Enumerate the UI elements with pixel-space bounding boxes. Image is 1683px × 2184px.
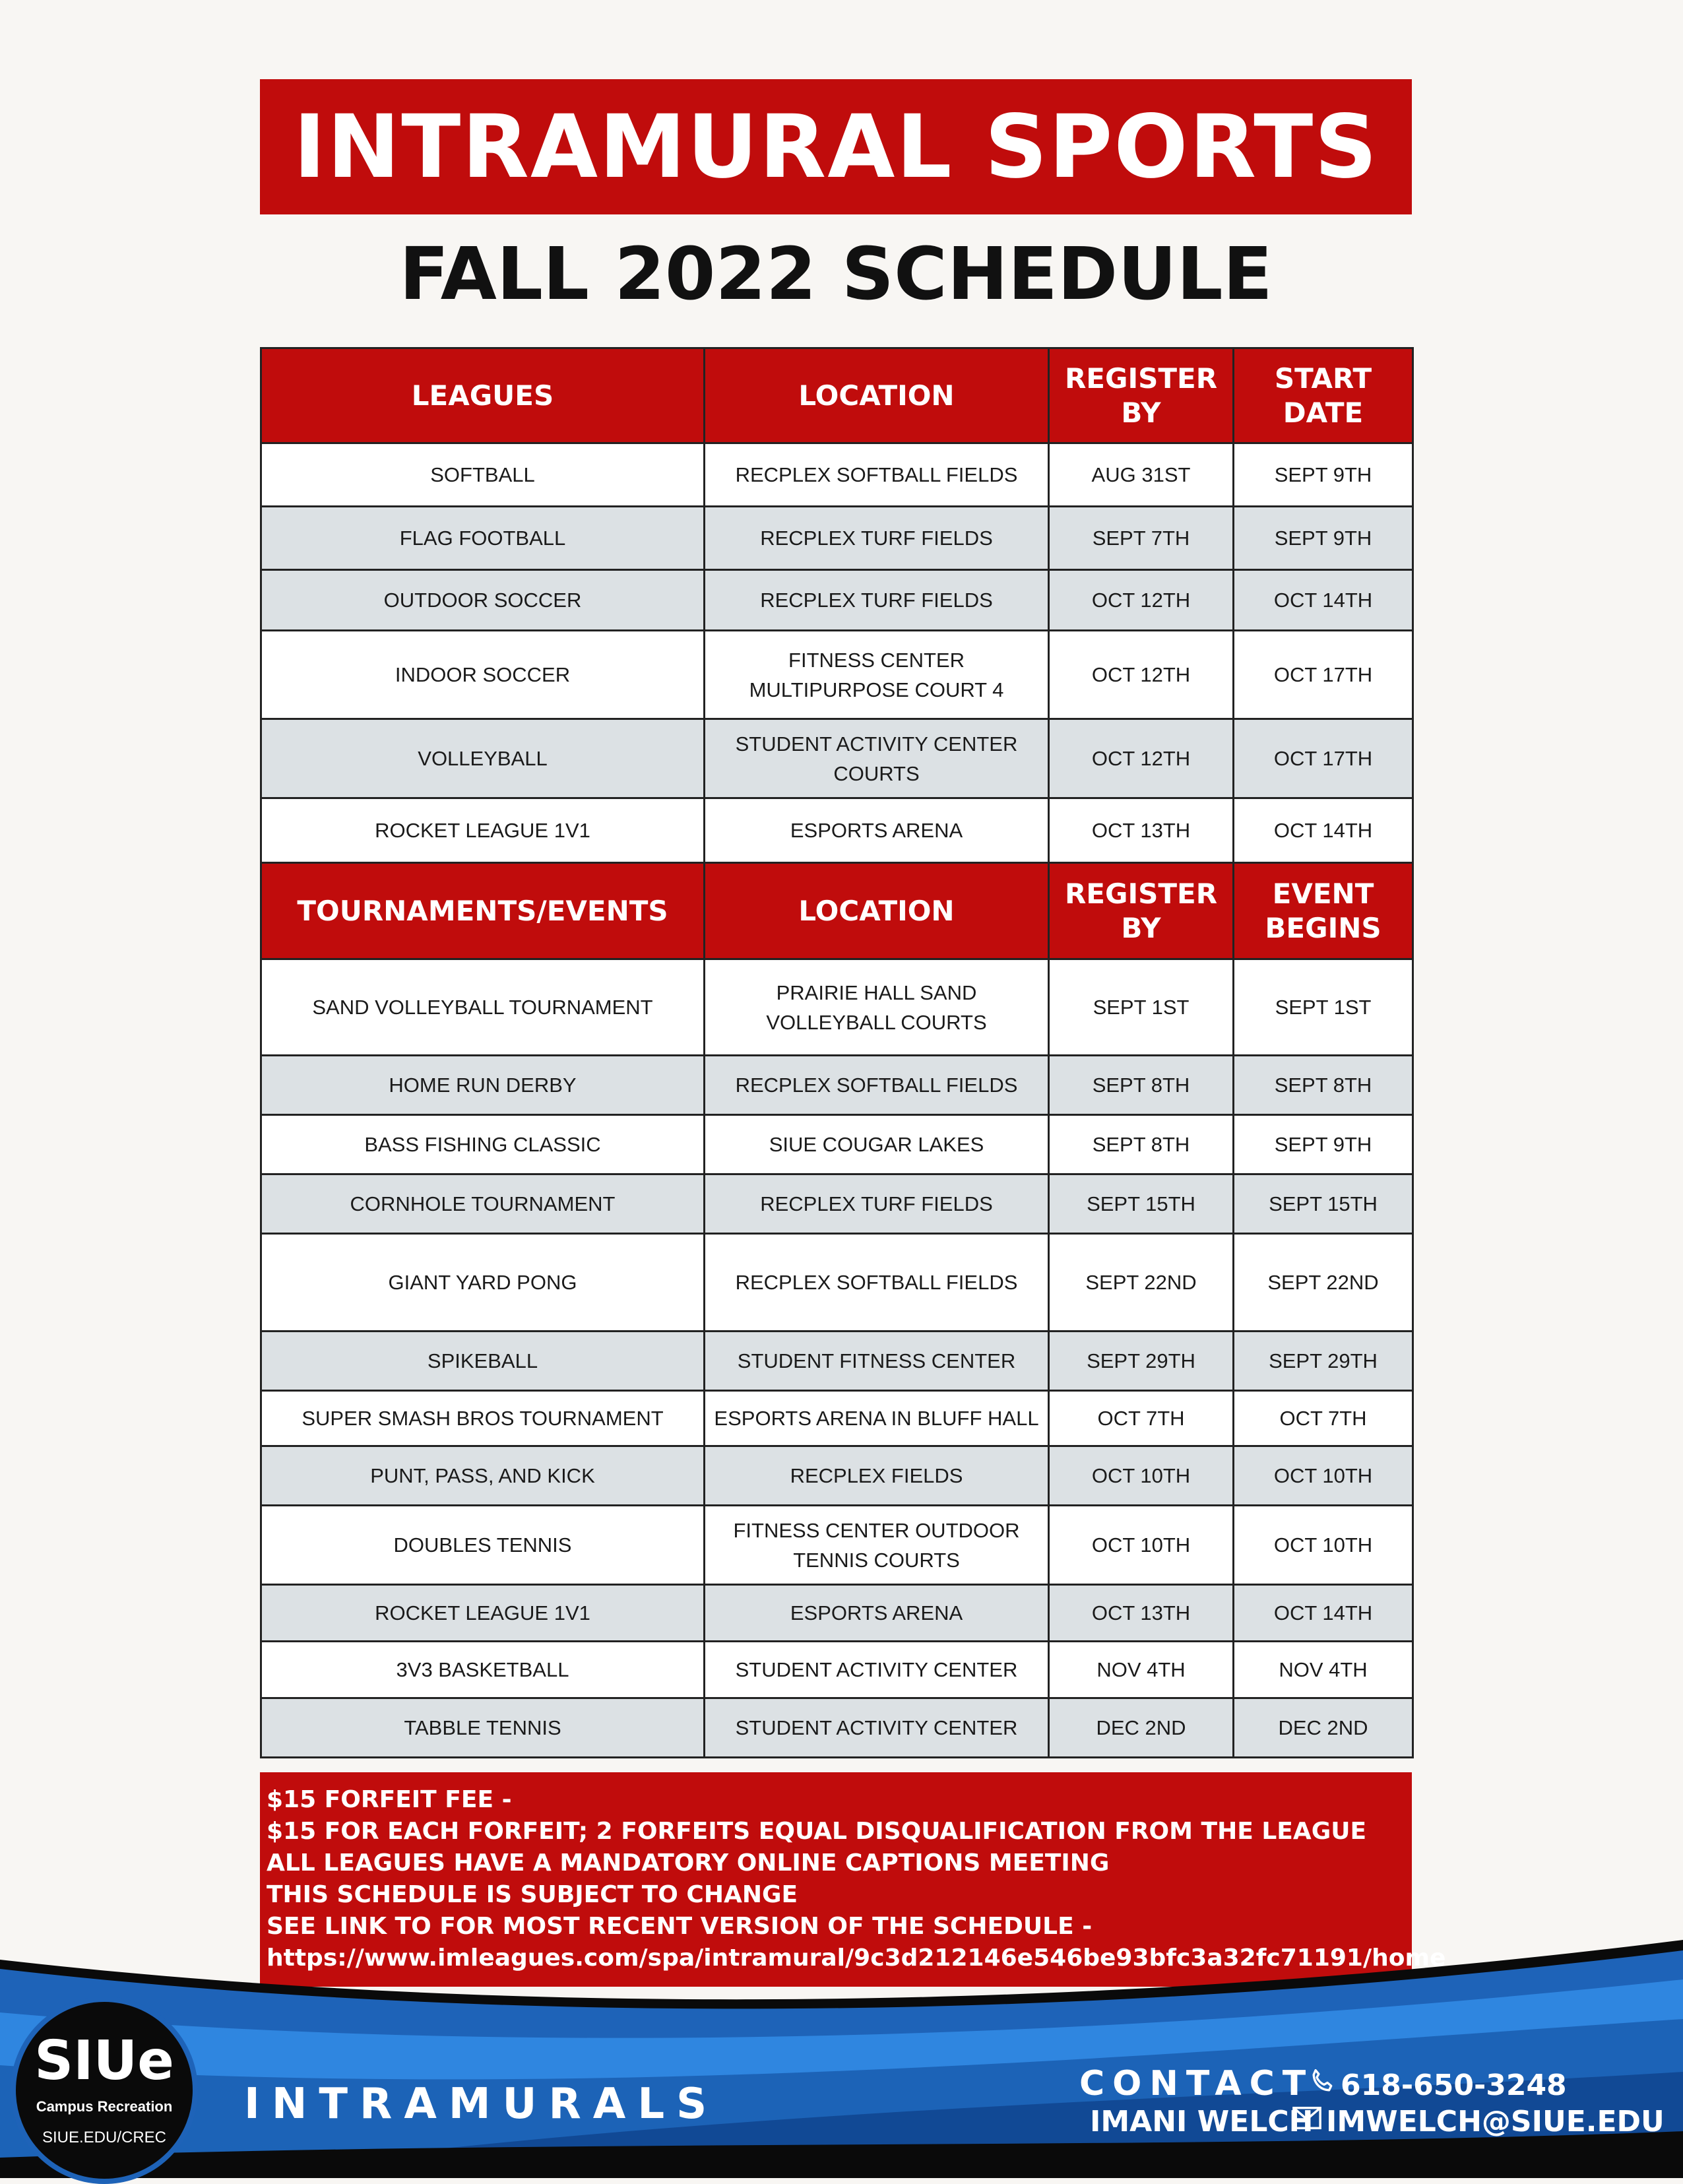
event-name: PUNT, PASS, AND KICK	[261, 1446, 705, 1506]
table-row	[261, 1585, 1413, 1642]
event-begins: OCT 10TH	[1234, 1446, 1413, 1506]
table-row	[261, 1332, 1413, 1391]
table-row	[261, 1056, 1413, 1115]
event-begins: OCT 7TH	[1234, 1391, 1413, 1446]
league-location: RECPLEX TURF FIELDS	[705, 507, 1049, 570]
note-captains-meeting: ALL LEAGUES HAVE A MANDATORY ONLINE CAPTIONS MEETING	[267, 1849, 1110, 1877]
event-begins: SEPT 1ST	[1234, 959, 1413, 1056]
events-header-row	[261, 863, 1413, 959]
note-forfeit-policy: $15 FOR EACH FORFEIT; 2 FORFEITS EQUAL DISQUALIFICATION FROM THE LEAGUE	[267, 1818, 1367, 1845]
event-begins: SEPT 9TH	[1234, 1115, 1413, 1174]
league-location: RECPLEX SOFTBALL FIELDS	[705, 443, 1049, 507]
league-start-date: OCT 14TH	[1234, 570, 1413, 631]
league-start-date: OCT 17TH	[1234, 631, 1413, 719]
email-address: IMWELCH@SIUE.EDU	[1326, 2105, 1665, 2138]
leagues-header-row	[261, 348, 1413, 443]
contact-email[interactable]	[1292, 2105, 1665, 2138]
league-start-date: SEPT 9TH	[1234, 443, 1413, 507]
event-name: SPIKEBALL	[261, 1332, 705, 1391]
event-register-by: SEPT 15TH	[1049, 1174, 1234, 1234]
event-name: SUPER SMASH BROS TOURNAMENT	[261, 1391, 705, 1446]
table-row	[261, 798, 1413, 863]
league-register-by: OCT 13TH	[1049, 798, 1234, 863]
table-row	[261, 1698, 1413, 1758]
footer-wave-graphic	[0, 1940, 1683, 2178]
page-subtitle: FALL 2022 SCHEDULE	[399, 232, 1273, 316]
event-name: GIANT YARD PONG	[261, 1234, 705, 1332]
league-location: FITNESS CENTER MULTIPURPOSE COURT 4	[705, 631, 1049, 719]
table-row	[261, 1642, 1413, 1698]
mail-icon	[1292, 2105, 1322, 2138]
col-header-start-date: START DATE	[1234, 348, 1413, 443]
league-location: ESPORTS ARENA	[705, 798, 1049, 863]
event-location: PRAIRIE HALL SAND VOLLEYBALL COURTS	[705, 959, 1049, 1056]
league-name: FLAG FOOTBALL	[261, 507, 705, 570]
event-name: ROCKET LEAGUE 1V1	[261, 1585, 705, 1642]
event-begins: DEC 2ND	[1234, 1698, 1413, 1758]
event-begins: SEPT 15TH	[1234, 1174, 1413, 1234]
event-register-by: OCT 10TH	[1049, 1446, 1234, 1506]
event-begins: SEPT 29TH	[1234, 1332, 1413, 1391]
col-header-location: LOCATION	[705, 348, 1049, 443]
league-register-by: OCT 12TH	[1049, 570, 1234, 631]
league-start-date: SEPT 9TH	[1234, 507, 1413, 570]
event-location: ESPORTS ARENA IN BLUFF HALL	[705, 1391, 1049, 1446]
event-register-by: SEPT 1ST	[1049, 959, 1234, 1056]
table-row	[261, 1506, 1413, 1585]
event-location: RECPLEX TURF FIELDS	[705, 1174, 1049, 1234]
league-name: INDOOR SOCCER	[261, 631, 705, 719]
col-header-event-begins: EVENT BEGINS	[1234, 863, 1413, 959]
event-begins: NOV 4TH	[1234, 1642, 1413, 1698]
table-row	[261, 959, 1413, 1056]
event-register-by: SEPT 8TH	[1049, 1056, 1234, 1115]
event-register-by: DEC 2ND	[1049, 1698, 1234, 1758]
logo-url: SIUE.EDU/CREC	[42, 2129, 167, 2146]
event-register-by: NOV 4TH	[1049, 1642, 1234, 1698]
table-row	[261, 631, 1413, 719]
event-location: RECPLEX SOFTBALL FIELDS	[705, 1234, 1049, 1332]
event-begins: OCT 10TH	[1234, 1506, 1413, 1585]
event-name: BASS FISHING CLASSIC	[261, 1115, 705, 1174]
table-row	[261, 1234, 1413, 1332]
league-register-by: OCT 12TH	[1049, 719, 1234, 798]
col-header-leagues: LEAGUES	[261, 348, 705, 443]
event-begins: OCT 14TH	[1234, 1585, 1413, 1642]
league-name: VOLLEYBALL	[261, 719, 705, 798]
event-begins: SEPT 22ND	[1234, 1234, 1413, 1332]
schedule-link[interactable]: https://www.imleagues.com/spa/intramural/9c3d212146e546be93bfc3a32fc71191/home	[267, 1944, 1446, 1972]
event-location: STUDENT ACTIVITY CENTER	[705, 1698, 1049, 1758]
event-location: ESPORTS ARENA	[705, 1585, 1049, 1642]
league-start-date: OCT 14TH	[1234, 798, 1413, 863]
league-name: SOFTBALL	[261, 443, 705, 507]
footer-band	[0, 1940, 1683, 2178]
league-name: OUTDOOR SOCCER	[261, 570, 705, 631]
event-name: CORNHOLE TOURNAMENT	[261, 1174, 705, 1234]
league-start-date: OCT 17TH	[1234, 719, 1413, 798]
event-location: SIUE COUGAR LAKES	[705, 1115, 1049, 1174]
event-name: SAND VOLLEYBALL TOURNAMENT	[261, 959, 705, 1056]
contact-name: IMANI WELCH	[1090, 2105, 1314, 2138]
event-name: TABBLE TENNIS	[261, 1698, 705, 1758]
table-row	[261, 507, 1413, 570]
note-subject-to-change: THIS SCHEDULE IS SUBJECT TO CHANGE	[267, 1881, 798, 1908]
event-location: STUDENT ACTIVITY CENTER	[705, 1642, 1049, 1698]
phone-number: 618-650-3248	[1341, 2069, 1567, 2102]
siue-logo	[11, 1997, 198, 2184]
col-header-register-by: REGISTER BY	[1049, 348, 1234, 443]
event-register-by: SEPT 8TH	[1049, 1115, 1234, 1174]
event-register-by: SEPT 29TH	[1049, 1332, 1234, 1391]
logo-subtitle: Campus Recreation	[36, 2098, 173, 2115]
col-header-location: LOCATION	[705, 863, 1049, 959]
league-name: ROCKET LEAGUE 1V1	[261, 798, 705, 863]
table-row	[261, 1115, 1413, 1174]
note-forfeit-fee: $15 FORFEIT FEE -	[267, 1786, 512, 1813]
league-register-by: SEPT 7TH	[1049, 507, 1234, 570]
schedule-table	[260, 347, 1414, 1758]
note-see-link: SEE LINK TO FOR MOST RECENT VERSION OF THE SCHEDULE -	[267, 1913, 1093, 1940]
league-register-by: AUG 31ST	[1049, 443, 1234, 507]
table-row	[261, 719, 1413, 798]
table-row	[261, 443, 1413, 507]
event-register-by: SEPT 22ND	[1049, 1234, 1234, 1332]
league-location: STUDENT ACTIVITY CENTER COURTS	[705, 719, 1049, 798]
table-row	[261, 1446, 1413, 1506]
title-banner: INTRAMURAL SPORTS	[260, 79, 1412, 214]
col-header-events: TOURNAMENTS/EVENTS	[261, 863, 705, 959]
table-row	[261, 1391, 1413, 1446]
event-register-by: OCT 13TH	[1049, 1585, 1234, 1642]
event-register-by: OCT 10TH	[1049, 1506, 1234, 1585]
event-name: HOME RUN DERBY	[261, 1056, 705, 1115]
table-row	[261, 1174, 1413, 1234]
table-row	[261, 570, 1413, 631]
event-location: FITNESS CENTER OUTDOOR TENNIS COURTS	[705, 1506, 1049, 1585]
event-name: 3V3 BASKETBALL	[261, 1642, 705, 1698]
league-register-by: OCT 12TH	[1049, 631, 1234, 719]
event-name: DOUBLES TENNIS	[261, 1506, 705, 1585]
event-begins: SEPT 8TH	[1234, 1056, 1413, 1115]
event-location: RECPLEX SOFTBALL FIELDS	[705, 1056, 1049, 1115]
event-location: RECPLEX FIELDS	[705, 1446, 1049, 1506]
phone-icon	[1308, 2067, 1337, 2104]
logo-wordmark: SIUe	[34, 2030, 174, 2092]
event-location: STUDENT FITNESS CENTER	[705, 1332, 1049, 1391]
contact-phone[interactable]	[1308, 2067, 1567, 2104]
league-location: RECPLEX TURF FIELDS	[705, 570, 1049, 631]
event-register-by: OCT 7TH	[1049, 1391, 1234, 1446]
col-header-register-by: REGISTER BY	[1049, 863, 1234, 959]
brand-label: INTRAMURALS	[244, 2080, 719, 2129]
contact-label: CONTACT	[1079, 2064, 1314, 2104]
